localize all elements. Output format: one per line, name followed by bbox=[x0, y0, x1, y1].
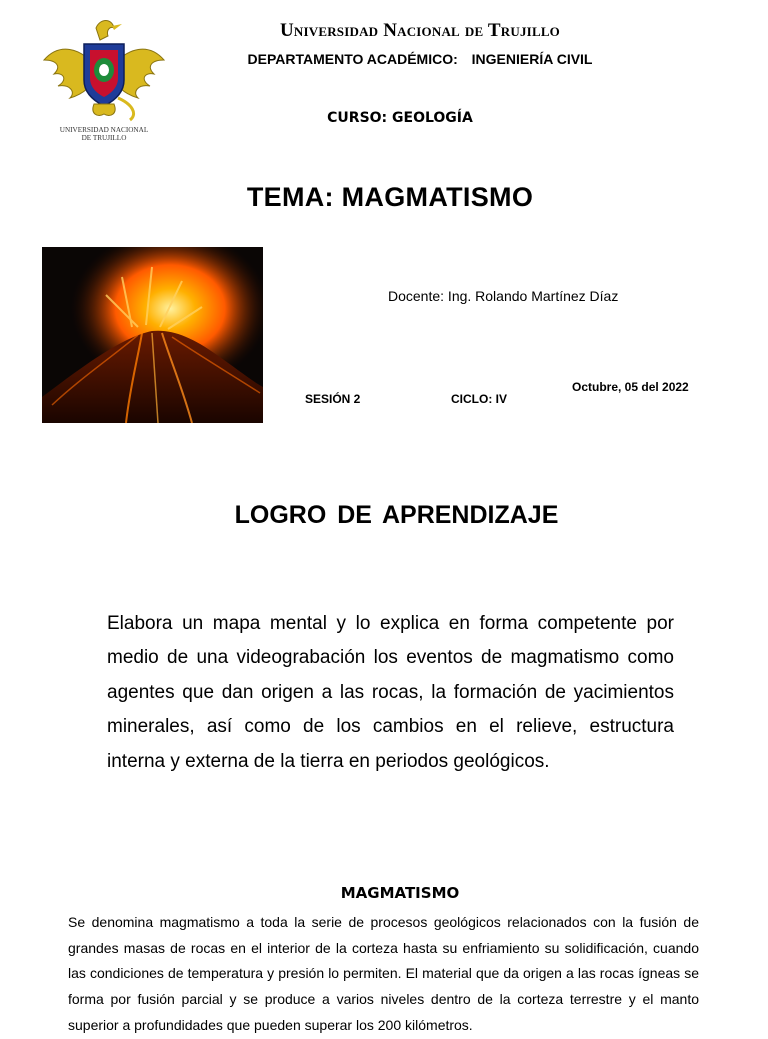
section-heading: MAGMATISMO bbox=[340, 884, 460, 902]
course-title: CURSO: GEOLOGÍA bbox=[327, 110, 473, 126]
logo-caption-line1: UNIVERSIDAD NACIONAL bbox=[59, 126, 149, 134]
section-paragraph: Se denomina magmatismo a toda la serie de procesos geológicos relacionados con la fusión de grandes masas de rocas en el interior de la corteza hasta su enfriamiento su solidificación, cuando las condiciones de temperatura y presión lo permiten. El material que da origen a las rocas ígneas se forma por fusión parcial y se produce a varios niveles dentro de la corteza terrestre y el manto superior a profundidades que pueden superar los 200 kilómetros. bbox=[68, 914, 699, 1033]
date-text: Octubre, 05 del 2022 bbox=[572, 380, 689, 394]
topic-title: TEMA: MAGMATISMO bbox=[246, 182, 534, 212]
department-value: INGENIERÍA CIVIL bbox=[471, 51, 593, 67]
learning-goal-text: Elabora un mapa mental y lo explica en forma competente por medio de una videograbación los eventos de magmatismo como agentes que dan origen a las rocas, la formación de yacimientos minerales, así como de los cambios en el relieve, estructura interna y externa de la tierra en periodos geológicos. bbox=[107, 613, 674, 772]
learning-goal-heading: LOGRO DE APRENDIZAJE bbox=[234, 501, 559, 529]
university-title: Universidad Nacional de Trujillo bbox=[279, 20, 560, 41]
department-label: DEPARTAMENTO ACADÉMICO: bbox=[247, 51, 458, 67]
cycle-label: CICLO: IV bbox=[451, 392, 507, 406]
department-line bbox=[140, 51, 700, 67]
session-label: SESIÓN 2 bbox=[305, 392, 361, 406]
teacher-name: Docente: Ing. Rolando Martínez Díaz bbox=[388, 288, 619, 304]
volcano-image bbox=[42, 247, 263, 423]
logo-caption-line2: DE TRUJILLO bbox=[81, 134, 127, 142]
